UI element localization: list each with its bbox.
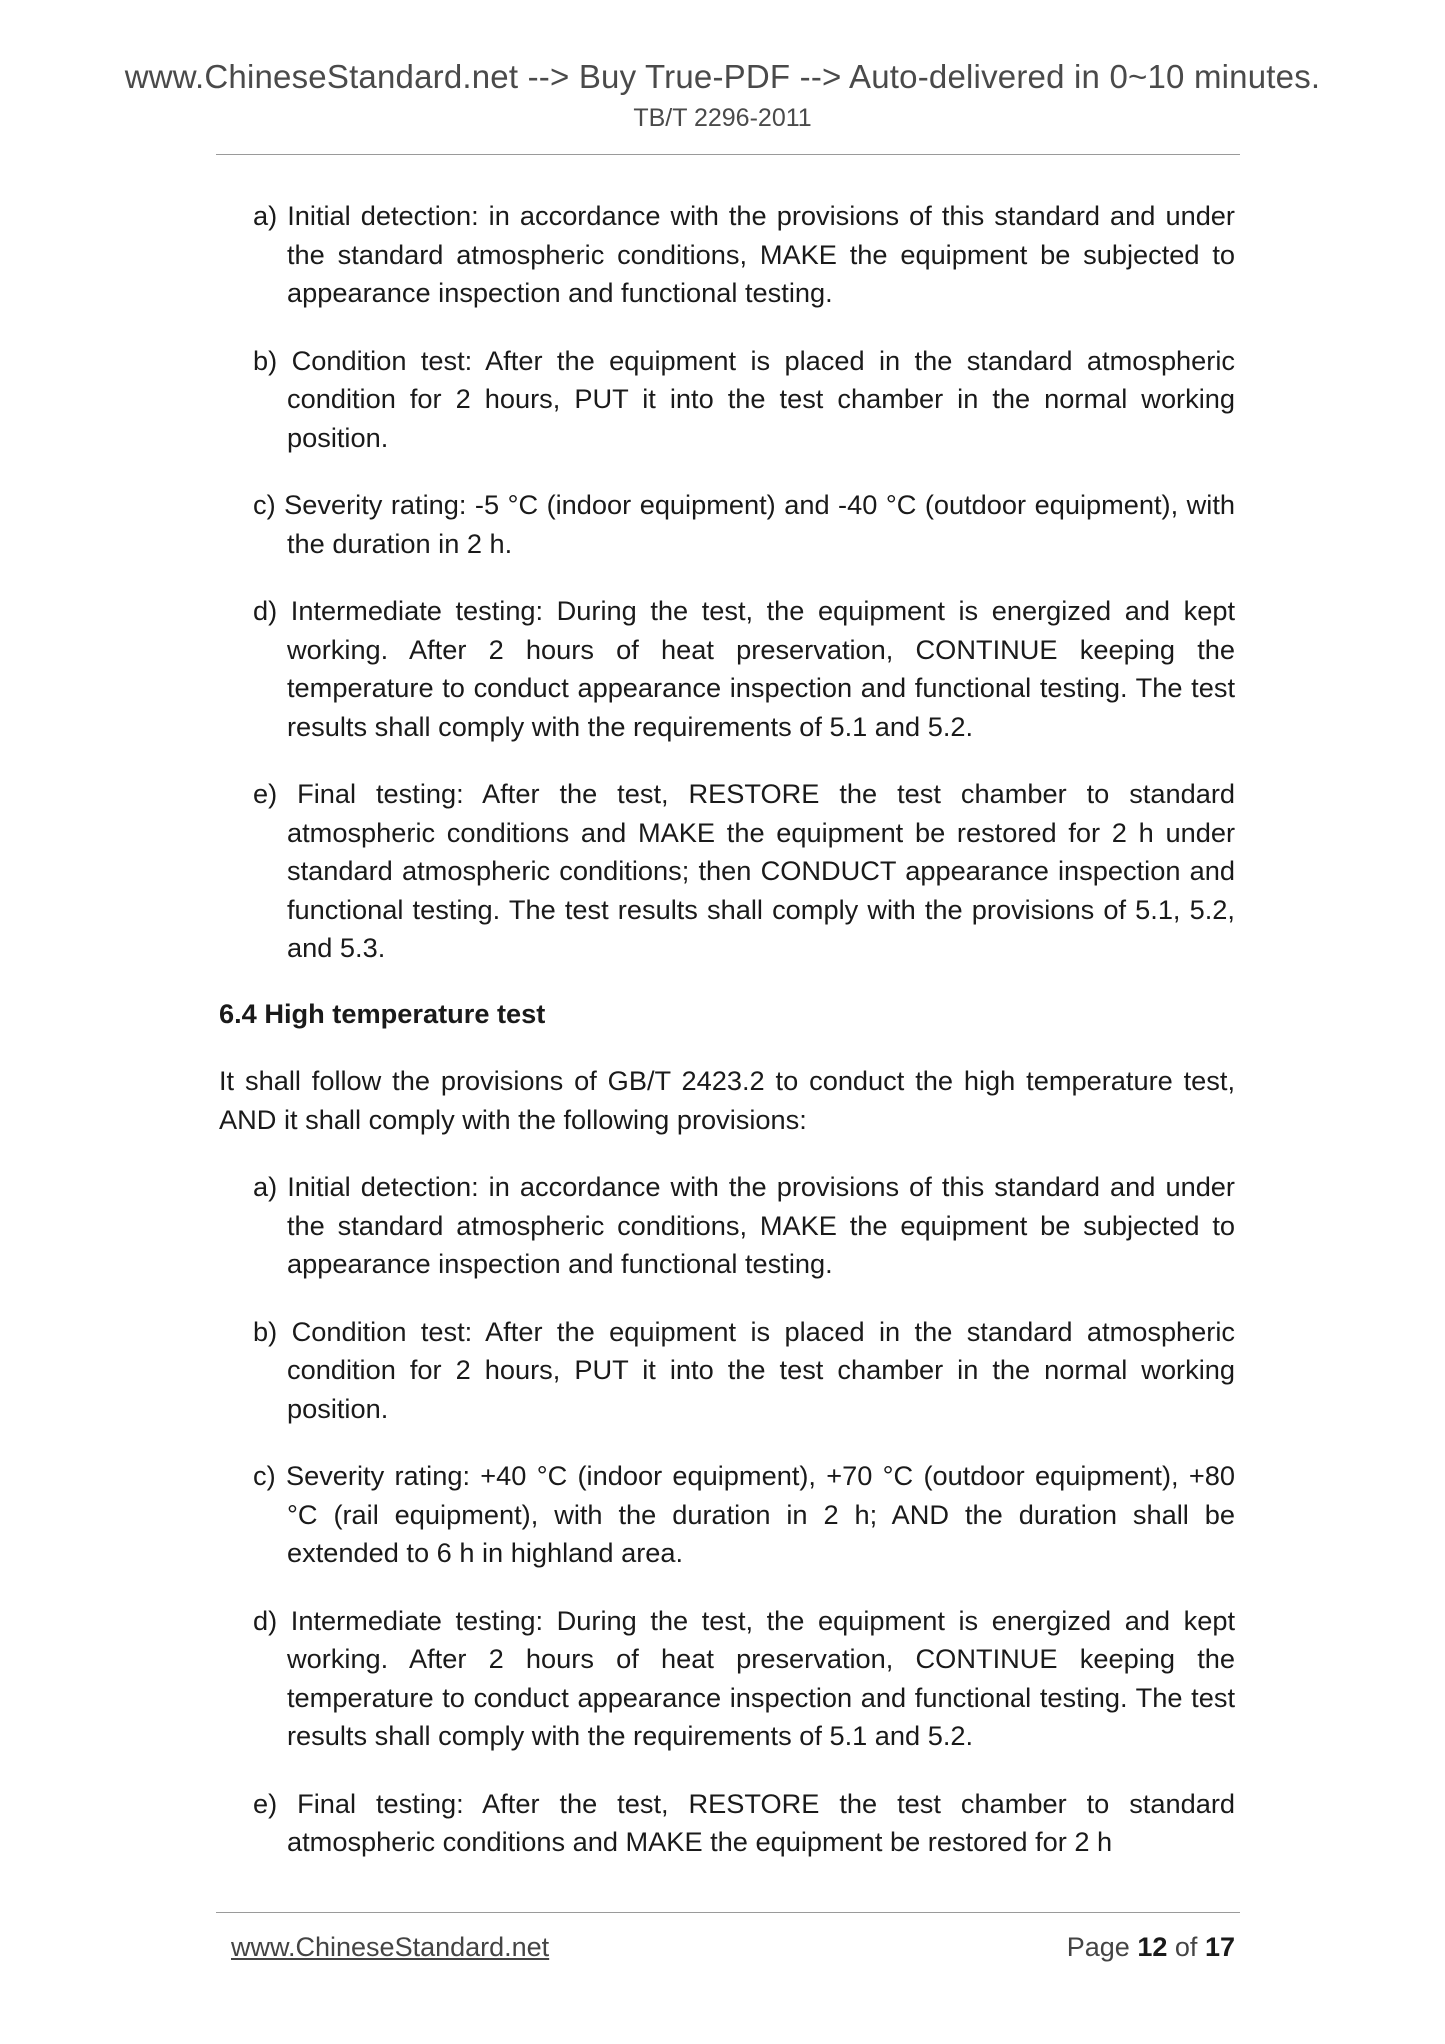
- list-item: [253, 775, 1235, 968]
- list-item: [253, 1785, 1235, 1862]
- header-divider: [216, 154, 1240, 155]
- item-text: Intermediate testing: During the test, the equipment is energized and kept working. After 2 hours of heat preservation, CONTINUE keeping the temperature to conduct appearance inspection and functional testing. The test results shall comply with the requirements of 5.1 and 5.2.: [287, 595, 1236, 742]
- page-total: 17: [1204, 1932, 1235, 1962]
- document-id: TB/T 2296-2011: [633, 104, 812, 132]
- list-item: [253, 1313, 1235, 1429]
- page-of: of: [1174, 1932, 1198, 1962]
- footer-website-link[interactable]: www.ChineseStandard.net: [231, 1932, 550, 1962]
- item-label: b): [253, 1315, 278, 1347]
- list-item: [253, 197, 1235, 313]
- page-current: 12: [1137, 1932, 1168, 1962]
- item-label: c): [253, 489, 276, 520]
- list-item: [253, 1602, 1235, 1756]
- section-intro: It shall follow the provisions of GB/T 2423.2 to conduct the high temperature test, AND it shall comply with the following provisions:: [219, 1065, 1235, 1135]
- item-label: b): [253, 344, 278, 376]
- header-banner: www.ChineseStandard.net --> Buy True-PDF --> Auto-delivered in 0~10 minutes.: [124, 58, 1321, 95]
- item-text: Condition test: After the equipment is placed in the standard atmospheric condition for 2 hours, PUT it into the test chamber in the normal working position.: [287, 1315, 1235, 1424]
- item-text: Severity rating: -5 °C (indoor equipment) and -40 °C (outdoor equipment), with the duration in 2 h.: [284, 489, 1235, 559]
- list-item: [253, 486, 1235, 563]
- list-item: [253, 592, 1235, 746]
- page-body: [219, 197, 1235, 1891]
- page-indicator: [1067, 1932, 1235, 1963]
- footer-divider: [216, 1912, 1240, 1913]
- item-label: e): [253, 1787, 278, 1819]
- item-text: Final testing: After the test, RESTORE the test chamber to standard atmospheric conditions and MAKE the equipment be restored for 2 h under standard atmospheric conditions; then CONDUCT appearance inspection and functional testing. The test results shall comply with the provisions of 5.1, 5.2, and 5.3.: [287, 778, 1235, 963]
- item-text: Initial detection: in accordance with the provisions of this standard and under the standard atmospheric conditions, MAKE the equipment be subjected to appearance inspection and functional testing.: [287, 1171, 1235, 1279]
- item-label: c): [253, 1460, 276, 1491]
- item-label: d): [253, 595, 278, 626]
- list-item: [253, 342, 1235, 458]
- item-text: Initial detection: in accordance with the provisions of this standard and under the standard atmospheric conditions, MAKE the equipment be subjected to appearance inspection and functional testing.: [287, 200, 1235, 308]
- item-text: Severity rating: +40 °C (indoor equipment), +70 °C (outdoor equipment), +80 °C (rail equipment), with the duration in 2 h; AND the duration shall be extended to 6 h in highland area.: [285, 1460, 1235, 1568]
- item-text: Final testing: After the test, RESTORE the test chamber to standard atmospheric conditions and MAKE the equipment be restored for 2 h: [287, 1787, 1235, 1857]
- item-text: Intermediate testing: During the test, the equipment is energized and kept working. After 2 hours of heat preservation, CONTINUE keeping the temperature to conduct appearance inspection and functional testing. The test results shall comply with the requirements of 5.1 and 5.2.: [287, 1604, 1236, 1751]
- item-label: a): [253, 200, 278, 231]
- section-heading: 6.4 High temperature test: [219, 997, 546, 1029]
- list-item: [253, 1457, 1235, 1573]
- item-text: Condition test: After the equipment is placed in the standard atmospheric condition for 2 hours, PUT it into the test chamber in the normal working position.: [287, 344, 1235, 453]
- page-word: Page: [1066, 1932, 1130, 1962]
- item-label: d): [253, 1604, 278, 1636]
- list-item: [253, 1168, 1235, 1284]
- item-label: a): [253, 1171, 278, 1202]
- item-label: e): [253, 778, 278, 809]
